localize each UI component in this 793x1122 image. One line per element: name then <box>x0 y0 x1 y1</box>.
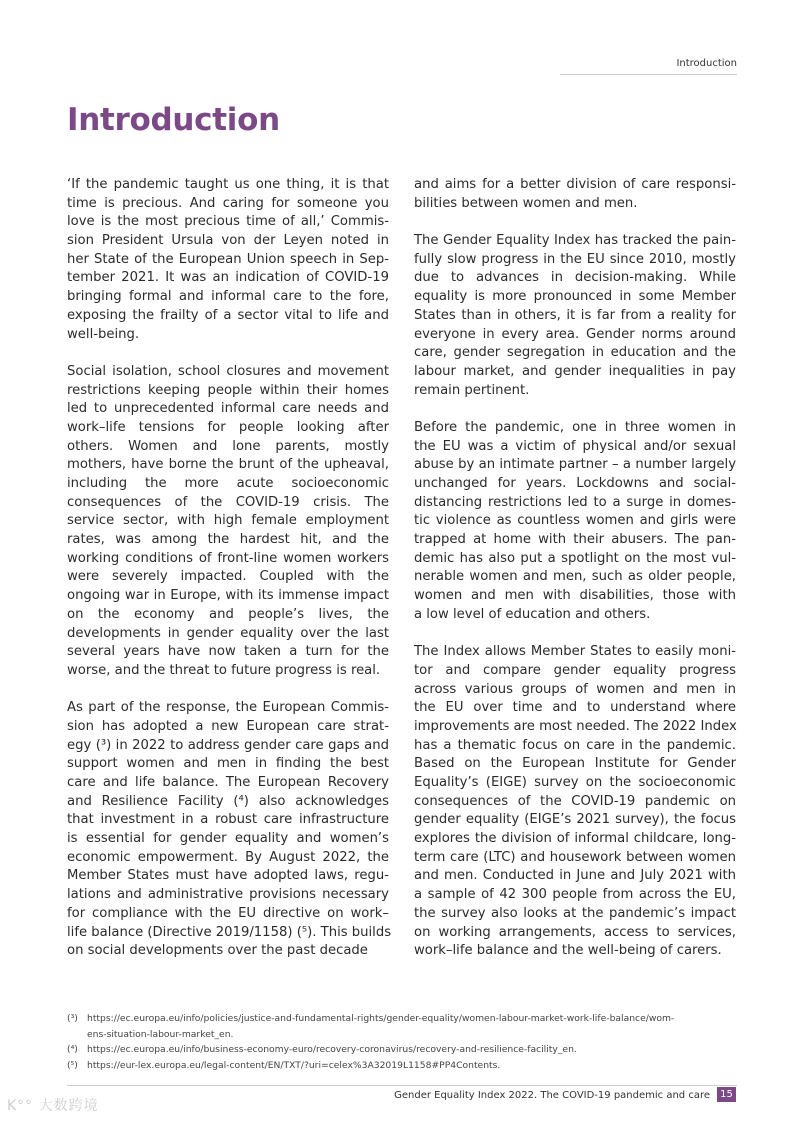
text-line: care and life balance. The European Recovery <box>67 775 389 790</box>
paragraph <box>67 176 389 344</box>
footnote <box>67 1011 739 1042</box>
page-title: Introduction <box>67 102 280 138</box>
text-line: her State of the European Union speech in Sep- <box>67 251 389 267</box>
text-line: Member States must have adopted laws, regu- <box>67 868 389 884</box>
text-line: Social isolation, school closures and movement <box>67 363 389 379</box>
text-line: a low level of education and others. <box>414 606 651 622</box>
text-line: ‘If the pandemic taught us one thing, it is that <box>67 177 389 192</box>
footnote <box>67 1042 739 1058</box>
text-line: life balance (Directive 2019/1158) (⁵). This builds <box>67 924 392 940</box>
text-line: Based on the European Institute for Gender <box>414 756 736 772</box>
paragraph <box>67 363 389 681</box>
text-line: support women and men in finding the best <box>67 756 389 772</box>
text-line: care, gender segregation in education and the <box>414 345 736 361</box>
footer-publication-title: Gender Equality Index 2022. The COVID-19 pandemic and care <box>394 1090 710 1101</box>
footnote-link[interactable] <box>87 1042 739 1058</box>
text-line: worse, and the threat to future progress is real. <box>67 662 381 678</box>
text-line: explores the division of informal childcare, long- <box>414 831 736 847</box>
text-line: abuse by an intimate partner – a number largely <box>414 457 736 473</box>
watermark-logo: K°° 大数跨境 <box>7 1098 99 1114</box>
text-line: the survey also looks at the pandemic’s impact <box>414 905 736 921</box>
footnote-url-line[interactable]: https://ec.europa.eu/info/business-economy-euro/recovery-coronavirus/recovery-and-resilience-facility_en. <box>87 1044 577 1056</box>
footnote-link[interactable] <box>87 1011 739 1042</box>
text-line: time is precious. And caring for someone you <box>67 195 389 211</box>
footnote-number: (⁵) <box>67 1059 78 1071</box>
text-line: bilities between women and men. <box>414 195 638 211</box>
text-line: love is the most precious time of all,’ Commis- <box>67 214 389 230</box>
text-line: several years have now taken a turn for the <box>67 644 389 660</box>
page-number-badge: 15 <box>717 1087 736 1102</box>
left-column <box>67 176 392 980</box>
text-line: tor and compare gender equality progress <box>414 662 736 678</box>
footnote-url-line[interactable]: ens-situation-labour-market_en. <box>87 1028 234 1040</box>
text-line: unchanged for years. Lockdowns and social- <box>414 476 736 491</box>
text-line: lations and administrative provisions necessary <box>67 887 389 903</box>
text-line: improvements are most needed. The 2022 Index <box>414 718 737 734</box>
text-line: everyone in every area. Gender norms around <box>414 326 736 342</box>
text-line: and men. Conducted in June and July 2021 with <box>414 868 736 884</box>
text-line: for compliance with the EU directive on work– <box>67 905 389 921</box>
running-header: Introduction <box>676 58 737 69</box>
text-line: work–life tensions for people looking after <box>67 419 389 435</box>
text-line: tember 2021. It was an indication of COVID-19 <box>67 270 389 286</box>
text-line: and Resilience Facility (⁴) also acknowledges <box>67 793 389 809</box>
paragraph <box>414 232 736 400</box>
text-line: gender equality (EIGE’s 2021 survey), the focus <box>414 812 736 828</box>
text-line: were severely impacted. Coupled with the <box>67 569 389 585</box>
text-line: nerable women and men, such as older people, <box>414 569 736 585</box>
text-line: remain pertinent. <box>414 382 530 398</box>
footnote-link[interactable] <box>87 1058 739 1074</box>
paragraph <box>67 699 392 961</box>
paragraph <box>414 643 736 961</box>
text-line: on social developments over the past decade <box>67 943 368 959</box>
text-line: including the more acute socioeconomic <box>67 476 389 491</box>
text-line: across various groups of women and men in <box>414 681 736 697</box>
text-line: demic has also put a spotlight on the most vul- <box>414 550 736 566</box>
text-line: well-being. <box>67 326 140 342</box>
text-line: working conditions of front-line women workers <box>67 550 389 566</box>
text-line: tic violence as countless women and girls were <box>414 513 736 529</box>
header-divider <box>560 74 737 75</box>
text-line: due to advances in decision-making. While <box>414 270 736 286</box>
text-line: equality is more pronounced in some Member <box>414 289 736 305</box>
text-line: mothers, have borne the brunt of the upheaval, <box>67 457 389 473</box>
text-line: sion has adopted a new European care strat- <box>67 718 389 734</box>
text-line: ongoing war in Europe, with its immense impact <box>67 588 389 604</box>
text-line: egy (³) in 2022 to address gender care gaps and <box>67 737 389 753</box>
text-line: restrictions keeping people within their homes <box>67 382 389 398</box>
text-line: work–life balance and the well-being of carers. <box>414 943 722 959</box>
text-line: exposing the frailty of a sector vital to life and <box>67 307 389 323</box>
footnote-url-line[interactable]: https://ec.europa.eu/info/policies/justice-and-fundamental-rights/gender-equality/women-labour-market-work-life-balance/wom- <box>87 1013 675 1024</box>
text-line: a sample of 42 300 people from across the EU, <box>414 887 736 903</box>
text-line: The Index allows Member States to easily moni- <box>414 644 736 660</box>
footer-divider <box>67 1085 737 1086</box>
paragraph <box>414 176 736 213</box>
text-line: led to unprecedented informal care needs and <box>67 401 389 417</box>
text-line: As part of the response, the European Commis- <box>67 700 389 716</box>
text-line: The Gender Equality Index has tracked the pain- <box>414 233 736 249</box>
text-line: developments in gender equality over the last <box>67 625 389 641</box>
text-line: service sector, with high female employment <box>67 513 389 529</box>
text-line: and aims for a better division of care responsi- <box>414 177 736 192</box>
text-line: women and men with disabilities, those with <box>414 588 736 604</box>
text-line: term care (LTC) and housework between women <box>414 849 736 865</box>
text-line: fully slow progress in the EU since 2010, mostly <box>414 251 736 267</box>
footnotes <box>67 1011 739 1073</box>
right-column <box>414 176 736 980</box>
text-line: on the economy and people’s lives, the <box>67 606 389 622</box>
text-line: consequences of the COVID-19 crisis. The <box>67 494 389 510</box>
text-line: on working arrangements, access to services, <box>414 924 736 940</box>
text-line: Equality’s (EIGE) survey on the socioeconomic <box>414 775 736 790</box>
text-line: Before the pandemic, one in three women in <box>414 419 736 435</box>
text-line: labour market, and gender inequalities in pay <box>414 363 736 379</box>
text-line: rates, was among the hardest hit, and the <box>67 532 389 548</box>
footnote-number: (³) <box>67 1013 78 1024</box>
text-line: sion President Ursula von der Leyen noted in <box>67 233 389 249</box>
paragraph <box>414 419 736 625</box>
text-line: the EU was a victim of physical and/or sexual <box>414 438 736 454</box>
text-line: bringing formal and informal care to the fore, <box>67 289 389 305</box>
footnote <box>67 1058 739 1074</box>
text-line: trapped at home with their abusers. The pan- <box>414 532 736 548</box>
text-line: distancing restrictions led to a surge in domes- <box>414 494 736 510</box>
text-line: economic empowerment. By August 2022, the <box>67 849 389 865</box>
text-line: has a thematic focus on care in the pandemic. <box>414 737 736 753</box>
text-line: States than in others, it is far from a reality for <box>414 307 736 323</box>
text-line: the EU over time and to understand where <box>414 700 736 716</box>
footnote-url-line[interactable]: https://eur-lex.europa.eu/legal-content/EN/TXT/?uri=celex%3A32019L1158#PP4Contents. <box>87 1059 501 1071</box>
text-line: others. Women and lone parents, mostly <box>67 438 389 454</box>
text-line: is essential for gender equality and women’s <box>67 831 389 847</box>
text-line: consequences of the COVID-19 pandemic on <box>414 793 736 809</box>
footnote-number: (⁴) <box>67 1044 78 1056</box>
text-line: that investment in a robust care infrastructure <box>67 812 389 828</box>
